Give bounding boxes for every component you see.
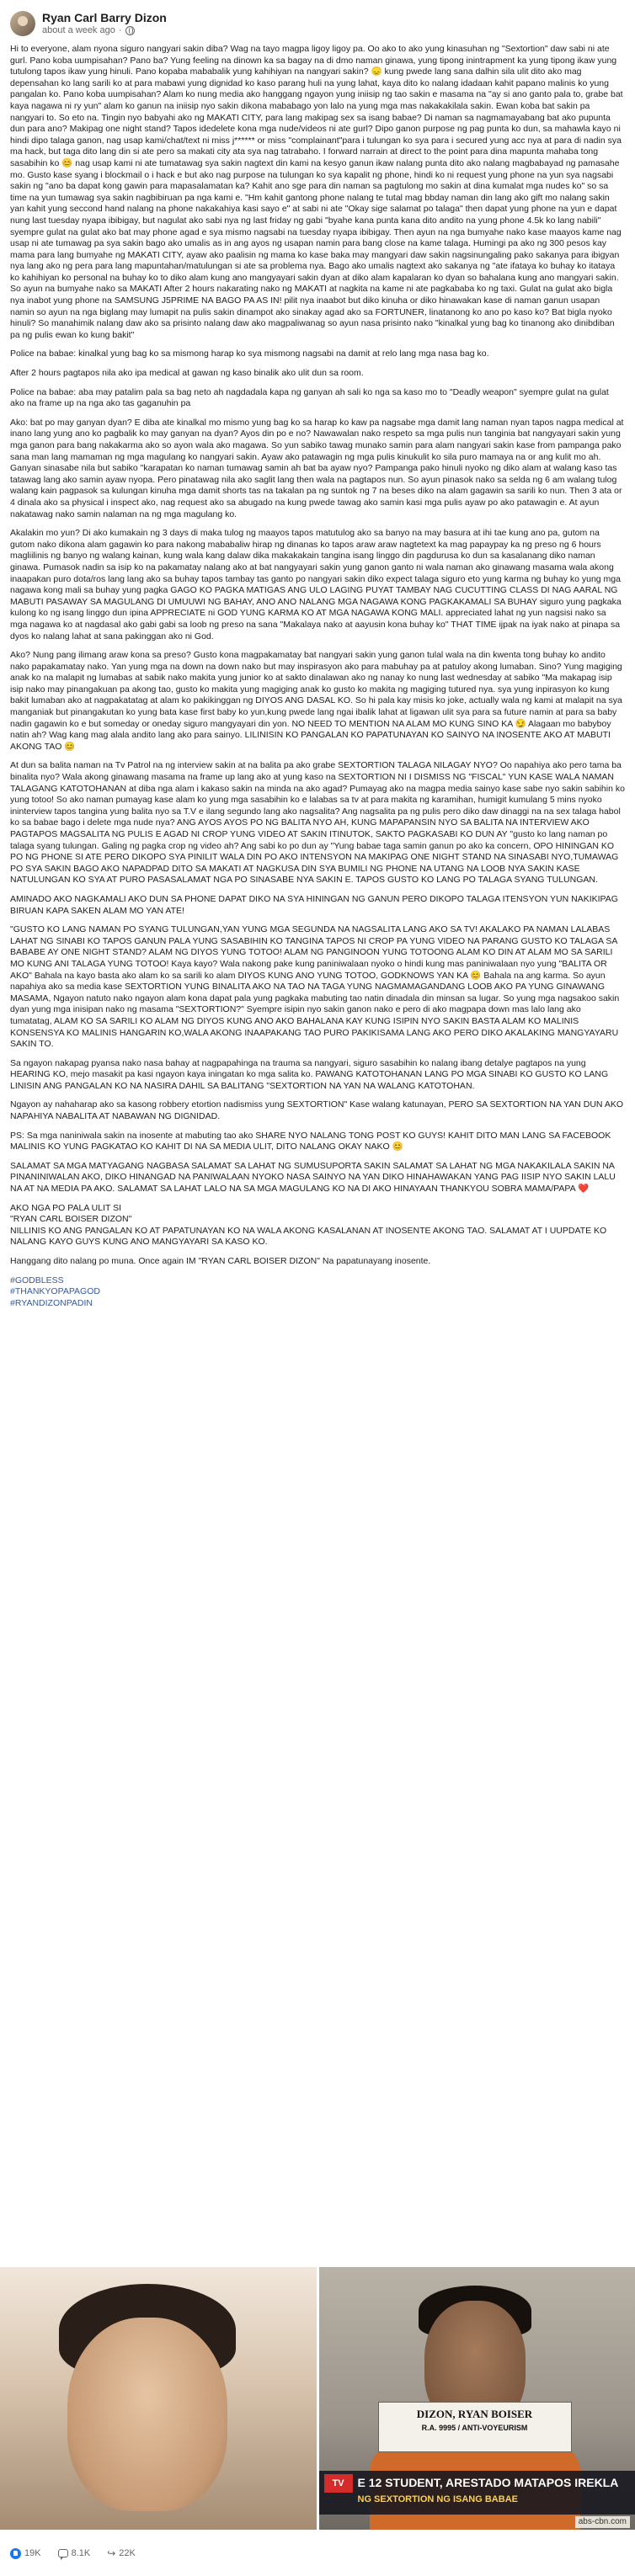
news-url: abs-cbn.com xyxy=(575,2516,630,2528)
post-paragraph: Police na babae: kinalkal yung bag ko sa mismong harap ko sya mismong nagsabi na damit at relo lang mga nasa bag ko. xyxy=(10,349,489,359)
like-icon xyxy=(10,2548,21,2559)
likes-count: 19K xyxy=(24,2548,41,2558)
hashtag-link[interactable]: #GODBLESS xyxy=(10,1275,64,1285)
author-name[interactable]: Ryan Carl Barry Dizon xyxy=(42,11,167,24)
post-paragraph: Akalakin mo yun? Di ako kumakain ng 3 days di maka tulog ng maayos tapos matutulog ako sa banyo na may basura at ihi tae kung ano pa, gutom na gutom nako dikona alam gagawin ko para nakong mababaliw hirap ng dinanas ko tapos araw araw nagtetext ka mag papaypay ka ng preso ng 6 hours magliilinis ng banyo ng walang kainan, kung wala kang dalaw dika makakakain tangina isang linggo din pagdurusa ko dun sa kasalanang diko naman ginawa. Pumasok nadin sa isip ko na pakamatay nalang ako at bat nangyayari sakin yung ganon ganto ni wala naman ako ginawang masama wala akong inaapakan puro dota/ros lang lang ako sa buhay tapos tambay tas ganto po nangyari sakin diko expect talaga siguro eto yung karma ng buhay ko yung mga nagawa kong mali sa buhay yung pagka GAGO KO PAGKA MATIGAS ANG ULO LAGING PUYAT TAMBAY NAG CUCUTTING CLASS DI NAG AARAL NG MABUTI PASAWAY SA MAGULANG DI UMUUWI NG BAHAY, ANO ANO NALANG MGA NAGAWA KONG PAGKAKAMALI SA BUHAY siguro yung pagkaka kulong ko ng isang linggo dun ipina APPRECIATE ni GOD YUNG KARMA KO AT MGA NAGAWA KONG MALI. appreciated lahat ng yun nagsisi nako sa mga nagawa ko at nagdasal ako gabi gabi sa loob ng preso na sana "Makalaya nako at aayusin kona buhay ko" THAT TIME ijpak na iyak nako at pinapa sa dyos ko nalang lahat at sana pakinggan ako ni God. xyxy=(10,528,624,641)
post-paragraph: PS: Sa mga naniniwala sakin na inosente at mabuting tao ako SHARE NYO NALANG TONG POST KO GUYS! KAHIT DITO MAN LANG SA FACEBOOK MALINIS KO YUNG PAGKATAO KO KAHIT DI NA SA MEDIA ULIT, DITO NALANG OKAY NAKO 😊 xyxy=(10,1130,614,1152)
post-paragraph: AKO NGA PO PALA ULIT SI "RYAN CARL BOISER DIZON" NILLINIS KO ANG PANGALAN KO AT PAPATUNAYAN KO NA WALA AKONG KASALANAN AT INOSENTE AKONG TAO. SALAMAT AT I UUPDATE KO NALANG KAYO GUYS KUNG ANO MANGYAYARI SA KASO KO. xyxy=(10,1202,607,1248)
share-icon: ↪ xyxy=(107,2547,116,2559)
news-banner xyxy=(319,2471,635,2526)
placard-case: R.A. 9995 / ANTI-VOYEURISM xyxy=(421,2424,528,2432)
comments-count: 8.1K xyxy=(71,2548,91,2558)
post-paragraph: Police na babae: aba may patalim pala sa bag neto ah nagdadala kapa ng ganyan ah sali ko nga sa kaso mo to "Deadly weapon" syempre gulat na gulat ako na frame up na nga ako tas gaganuhin pa xyxy=(10,386,611,409)
likes-count-group[interactable] xyxy=(10,2548,41,2559)
booking-placard xyxy=(378,2402,572,2452)
post-meta: about a week ago · xyxy=(42,24,167,36)
post-paragraph: AMINADO AKO NAGKAMALI AKO DUN SA PHONE DAPAT DIKO NA SYA HININGAN NG GANUN PERO DIKOPO TALAGA ITENSYON YUN NAKIKIPAG BIRUAN KAPA SAKEN ALAM MO YAN ATE! xyxy=(10,893,621,916)
news-headline: E 12 STUDENT, ARESTADO MATAPOS IREKLA xyxy=(357,2476,619,2489)
post-paragraph: Ako? Nung pang ilimang araw kona sa preso? Gusto kona magpakamatay bat nangyari sakin yung ganon tulal wala na din kwenta tong buhay ko andito nako papakamatay nako. Yan yung mga na down na down nako but may inspirasyon ako para mabuhay pa at patuloy akong lumaban. Sino? Yung magiging anak ko na malapit ng lumabas at sabik nako makita yung junior ko at sakto dinalawan ako ng nanay ko nung last wednesday at sabiko "Ma makapag isip isip nako may pinangakuan pa akong tao, gusto ko makita yung magiging anak ko gusto ko makita ng magiging tutured nya. sya yung inpirasyon ko kung bakit lumaban ako at nagpakatatag at alam ko pakikinggan ng DIYOS ANG DASAL KO. So hi pala kay misis ko joke, actually wala ng kami at malapit na sya manganiak but pinangakutan ko yung bata kase first baby ko yun,kung pwede lang ngai ibalik lahat at ligawan ulit sya para sa future namin at para sa baby nadin gagawin ko e but someday or oneday siguro mangyayari din yon. NO NEED TO MENTION NA ALAM MO KUNG SINO KA 😏 Alagaan mo babyboy natin ah? Wag kang mag alala andito lang ako para sainyo. LILINISIN KO PANGALAN KO PAPATUNAYAN KO SAINYO NA INOSENTE AKO AT MABUTI AKONG TAO 😊 xyxy=(10,650,625,752)
shares-count: 22K xyxy=(119,2548,136,2558)
photo-selfie[interactable] xyxy=(0,2267,317,2530)
face-shape xyxy=(67,2318,227,2511)
placard-name: DIZON, RYAN BOISER xyxy=(416,2408,533,2420)
post-paragraph: "GUSTO KO LANG NAMAN PO SYANG TULUNGAN,YAN YUNG MGA SEGUNDA NA NAGSALITA LANG AKO SA TV! AKALAKO PA NAMAN LALABAS LAHAT NG SINABI KO TAPOS GANUN PALA YUNG SASABIHIN KO TANGINA TAPOS NI CROP PA YUNG VIDEO NA PARANG GUSTO KO TALAGA SA BABABE AY ONE NIGHT STAND? ALAM NG DIYOS YUNG TOTOO! ALAM NG PANGINOON YUNG TOTOONG ALAM KO DIN AT ALAM MO SA SARILI MO KUNG ANI TALAGA YUNG TOTOO! Kaya kayo? Wala nakong pake kung paniniwalaan nyoko o hindi kung mas paniniwalaan nyo yung "BALITA OR AKO" Bahala na kayo basta ako alam ko sa sarili ko alam DIYOS KUNG ANO YUNG TOTOO, GODKNOWS YAN KA 😊 Bahala na ang karma. So ayun napahiya ako sa media kase SEXTORTION YUNG BINALITA AKO NA TAO NA TAGA YUNG NAGMAMAGANDANG LOOB AKO PA YUNG GINAWANG MASAMA, Ngayon natuto nako ngayon alam kona dapat pala yung pagkaka mabuting tao natin dinadala din minsan sa lugar. So yung mga nagsakoo sakin dyan yung mga inisipan nako ng masama "SEXTORTION?" Syempre isipin nyo sakin ganon nako e pero di ako magpapa down mas lalo lang ako tumatatag, ALAM KO SA SARILI KO ALAM NG DIYOS KUNG ANO AKO BAHALANA KAY KUNG ISIPIN NYO SAKIN BASTA ALAM KO MALINIS KONSENSYA KO MALINIS HANGARIN KO,WALA AKONG INAAPAKANG TAO PURO PAKIKISAMA LANG AKO PERO DIKO AKALAKING MANGYAYARU SAKIN TO. xyxy=(10,924,622,1050)
post-paragraph: After 2 hours pagtapos nila ako ipa medical at gawan ng kaso binalik ako ulit dun sa room. xyxy=(10,368,364,379)
comment-icon xyxy=(58,2549,68,2557)
photo-news-screenshot[interactable] xyxy=(319,2267,635,2530)
author-avatar[interactable] xyxy=(10,11,35,36)
post-timestamp[interactable]: about a week ago xyxy=(42,25,115,35)
shares-count-group[interactable] xyxy=(107,2548,136,2558)
globe-icon xyxy=(125,26,135,35)
news-logo: TV xyxy=(324,2474,353,2493)
post-paragraph: Hanggang dito nalang po muna. Once again IM "RYAN CARL BOISER DIZON" Na papatunayang inosente. xyxy=(10,1256,431,1266)
post-text xyxy=(0,44,635,1309)
author-info xyxy=(42,11,167,36)
hashtag-list xyxy=(10,1275,625,1310)
post-paragraph: Ngayon ay nahaharap ako sa kasong robbery etortion nadismiss yung SEXTORTION" Kase walang katunayan, PERO SA SEXTORTION NA YAN DUN AKO NAPAHIYA NABALITA AT NABAWAN NG DIGNIDAD. xyxy=(10,1099,626,1122)
post-header xyxy=(0,0,635,44)
engagement-bar xyxy=(0,2542,635,2564)
photo-grid xyxy=(0,2267,635,2530)
news-subheadline: NG SEXTORTION NG ISANG BABAE xyxy=(357,2494,518,2504)
post-paragraph: At dun sa balita naman na Tv Patrol na ng interview sakin at na balita pa ako grabe SEXTORTION TALAGA NILAGAY NYO? Oo napahiya ako pero tama ba binalita nyo? Wala akong ginawang masama na frame up lang ako at yung kaso na SEXTORTION NI I DISMISS NG "FISCAL" YUN KASE WALA NAMAN TALAGANG KATOTOHANAN at diba nga alam i kakaso sakin na minda na ako agad? Pumayag ako na magpa media sainyo kase sabe nyo sakin sabihin ko yung totoo! So ako naman pumayag kase alam ko yung mga sasabihin ko e lalabas sa tv at para makita ng karamihan, humigit kumulang 5 mins nyoko ininterview tapos tangina yung balita nyo sa T.V e ilang segundo lang ako nagsalita? Ang nagsalita pa ng pulis pero diko daw dinaggi na na sex talaga habol ko sa babae bago i delete mga nude nya? ANG AYOS AYOS PO NG BALITA NYO AH, KUNG MAPAPANSIN NYO SA BALITA NA INTERVIEW AKO PAGTAPOS MAGSALITA NG PULIS E AGAD NI CROP YUNG VIDEO AT SAKIN ITINUTOK, SAKTO PAGKASABI KO DUN AY "gusto ko lang naman po talaga syang tulungan. Galing ng pagka crop ng video ah? Ang sabi ko po dun ay "Yung babae taga samin ganun po ako ka concern, OPO HININGAN KO PO NG PHONE SI ATE PERO DIKOPO SYA PINILIT WALA DIN PO AKO INTENSYON NA MAKIPAG ONE NIGHT STAND NA SINASABI NYO,TUMAWAG PO SYA SAKIN BAGO AKO NAPADPAD DITO SA MAKATI AT NAGKUSA DIN SYA BUMILI NG PHONE NA UTANG NA LOOB NYA SAKIN KASE NATULUNGAN KO SYA AT PURO PASASALAMAT NGA PO SINASABE NYA SAKIN E. TAPOS GUSTO KO LANG PO TALAGA SYANG TULUNGAN. xyxy=(10,760,627,886)
hashtag-link[interactable]: #RYANDIZONPADIN xyxy=(10,1297,93,1308)
hashtag-link[interactable]: #THANKYOPAPAGOD xyxy=(10,1286,100,1297)
post-paragraph: Ako: bat po may ganyan dyan? E diba ate kinalkal mo mismo yung bag ko sa harap ko kaw pa nagsabe mga damit lang naman nyan tapos nagpa medical at inano lang yung ano ko pagbalik ko may ganyan na dyan? Ayos din po e no? Nawawalan nako respeto sa mga pulis nun tanginia bat nangyayari sakin yung mga ganon para bang nakakarma ako so ayon wala ako magawa. So yun sabiko tawag munako samin para alam nangyari sakin kase from pampanga pako sana man lang mamaman ng mga magulang ko nangyari sakin. Ayaw ako patawagin ng mga pulis kinukulit ko sila puro mamaya na or ang kulit mo ah. Ganyan sinasabe nila but sabiko "karapatan ko naman tumawag samin ah bat ba ayaw nyo? Pampanga pako hinuli nyoko ng diko alam at walang kaso tas tatawag lang ako samin ayaw nyopa. Pero pinatawag nila ako saglit lang then wala na pagtapos nun. So ayun pinasok nako sa selda ng 6 am walang tulog walang kain pagpasok sa kulungan kinuha mga damit shorts tas na takalan pa ng suntok ng 7 na beses diko na alam gagawin sa sarili ko nun. Then 3 ata or 4 dinala ako sa physical i inspect ako, nag request ako sa abugado na kung pwede tawag ako samin kasi mga pulis ayaw po ako patawagin e. At ayun nakatawag nako samin nalaman na ng mga magulang ko. xyxy=(10,417,627,519)
comments-count-group[interactable] xyxy=(58,2548,91,2558)
post-paragraph: Sa ngayon nakapag pyansa nako nasa bahay at nagpapahinga na trauma sa nangyari, siguro sasabihin ko nalang ibang detalye pagtapos na yung HEARING KO, mejo masakit pa kasi ngayon kaya iningatan ko mga salita ko. PAWANG KATOTOHANAN LANG PO MGA SINABI KO GUSTO KO LANG LINISIN ANG PANGALAN KO NA NASIRA DAHIL SA BALITANG "SEXTORTION NA YAN NA WALANG KATOTOHAN. xyxy=(10,1057,611,1091)
post-paragraph: SALAMAT SA MGA MATYAGANG NAGBASA SALAMAT SA LAHAT NG SUMUSUPORTA SAKIN SALAMAT SA LAHAT NG MGA NAKAKILALA SAKIN NA PINANINIWALAN AKO, DIKO HINANGAD NA PANIWALAAN NYOKO NASA SAINYO NA YAN DIKO HINAHAWAKAN YANG PAG IISIP NYO SAKIN LALU NA AT NA MEDIA PA AKO. SALAMAT SA LAHAT LALO NA SA MGA MAGULANG KO NA DI AKO HINAYAAN THANKYOU SOBRA MAMA/PAPA ❤️ xyxy=(10,1160,618,1195)
post-paragraph: Hi to everyone, alam nyona siguro nangyari sakin diba? Wag na tayo magpa ligoy ligoy pa. Oo ako to ako yung kinasuhan ng "Sextortion" daw sabi ni ate gurl. Pano koba uumpisahan? Pano ba? Yung feeling na dinown ka sa bagay na di dmo naman ginawa, yung tipong inintrapment ka yung tipong ikaw yung tutulong tapos ikaw yung hinuli. Pano kopaba mababalik yung kahihiyan na nangyari sakin? 😞 kung pwede lang sana dalhin sila ulit dito ako mag depensahan ko lang sarili ko at para mabawi yung dignidad ko kaso parang huli na yung lahat, kaya dito ko nalang idadaan kahit papano malinis ko yung pangalan ko. Pano koba uumpisahan? Alam ko nung media ako hanggang ngayon yung iniisip ng tao sakin e masama na "ay si ano ganto pala to, grabe bat kaya nagawa ni ry yun" alam ko ganun na iniisip nyo sakin dikona mababago yon lalo na yung mga mas nakakakilala sakin. Ewan koba bat sakin pa nangyari to. So eto na. Tingin nyo babyahi ako ng MAKATI CITY, para lang makipag sex sa isang babae? Di naman sa nagmamayabang bat ako pupunta dun para ano? Makipag one night stand? Tapos idedelete kona mga nude/videos ni ate gurl? Dipo ganon purpose ng pag punta ko dun, sa mahawla kayo ni hindi dipo talaga ganon, nag usap kami/chat/text ni miss j****** or miss "complainant"para i tulungan ko sya para i secured yung acc nya at para di nadin sya ma hack, but taga dito lang din si ate pero sa makati city ata sya nag tatrabaho. I forward narrain at direct to the point para dina mapunta mahaba tong sasabihin ko 😊 nag usap kami ni ate tumatawag sya sakin nagtext din kami na kesyo ganun ikaw nalang punta dito ako nalang magbabayad ng pamasahe mo. Gusto kase syang i blockmail o i hack e but ako nag purpose na tulungan ko sya kapalit ng phone, hindi ko ni request yung phone na yun sya nagsabi sakin ng "ano ba dapat kong gawin para mapasalamatan ka? Kahit ano sge para din naman sa pagtulong mo sakin at dina kumalat mga nudes ko" so sa time na yun tumawag sya sakin nagbibiruan pa nga kami e. "Hm kahit gantong phone nalang te tutal mag bbday naman din lang ako gift mo nalang sakin yan kahit yung seccond hand nalang na phone nakakahiya kasi sayo e" at sabi ni ate "Okay sige salamat po talaga" then dapat yung phone na yun e dapat nung last tuesday nyapa ibibigay, but nagulat ako sabi nya ng last friday ng gabi "byahe kana punta kana dito andito na yung phone 4.5k ko lang nabili" syempre gulat na gulat ako bat may phone agad e sya mismo nagsabi na tuesday nyapa ibibigay. Then ayun na nga bumyahe nako kase maayos kame nag usap ni ate tumawag pa sya sakin bago ako umalis as in ang ayos ng usapan namin para bang close na kame talaga. Humingi pa ako ng 300 pesos kay mama para lang bumyahe ng MAKATI CITY, ayaw ako paalisin ng mama ko kase baka may mangyari daw sakin nagsinungaling pako sakanya para ibigyan nya lang ako ng pera para lang mapuntahan/matulungan si ate sa problema nya. Bago ako umalis nagtext ako sakanya ng "ate ifataya ko buhay ko itataya ko kahihiyan ko personal na buhay ko to diko alam kung ano mangyayari sakin dyan at diko alam kapalaran ko dyan so bahalana kung ano mangyari sakin. So ayun na bumyahe nako sa MAKATI After 2 hours nakarating nako ng MAKATI at nagkita na kame ni ate pagkababa ko ng taxi. Gulat na gulat ako bigla nya inabot yung phone na SAMSUNG J5PRIME NA BAGO PA AS IN! pilit nya inaabot but diko kinuha or diko hinawakan kase di naman ganun usapan namin so ayun na nga biglang may lumapit na pulis sakin dinampot ako sinakay agad ako sa FORTUNER, linatanong ko ano po kaso ko? Bat bigla nyoko hinuli? So manahimik nalang daw ako sa prisinto nalang daw ako magpaliwanag so ayun nasa prisinto nako "kinalkal yung bag ko tinanong ako dinibdiban pa ng pulis ewan ko kung bakit" xyxy=(10,44,626,340)
